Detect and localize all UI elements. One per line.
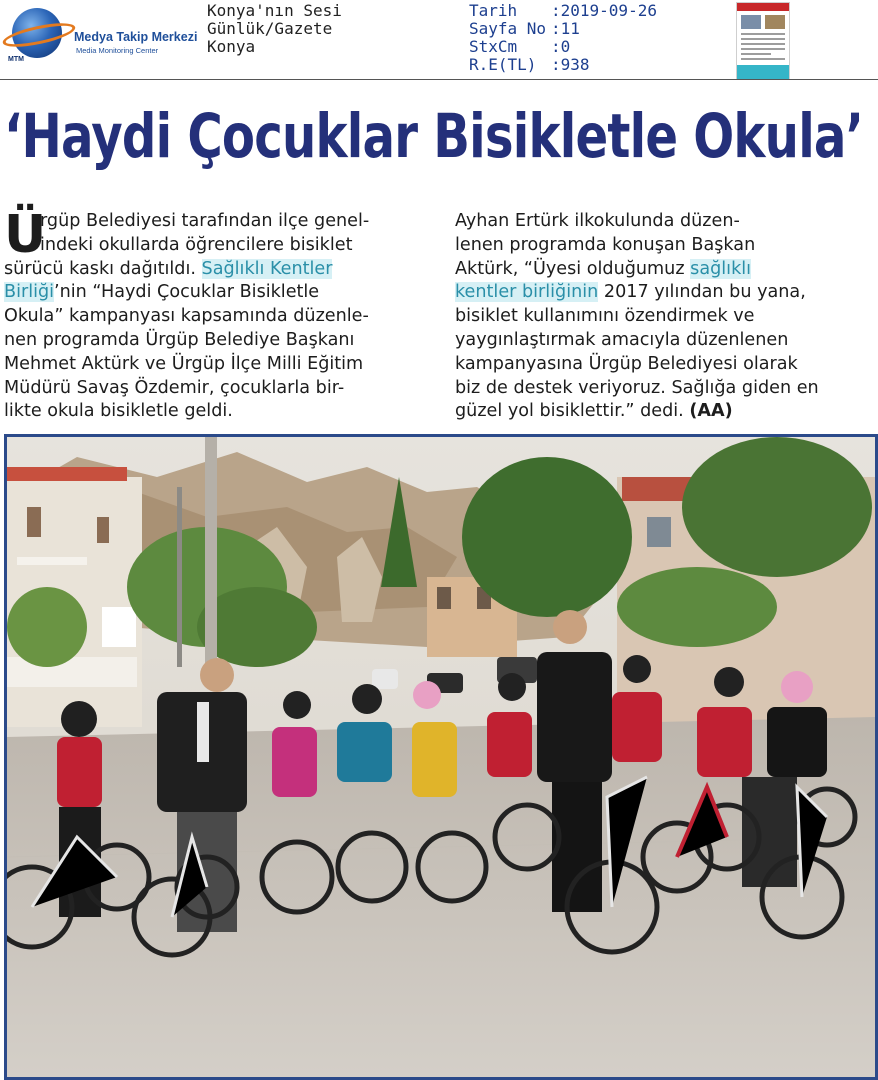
meta-page: Sayfa No :11 xyxy=(469,19,580,38)
page-thumbnail[interactable] xyxy=(736,2,790,80)
text-line: bisiklet kullanımını özendirmek ve xyxy=(455,306,755,327)
publication-type: Günlük/Gazete xyxy=(207,19,333,38)
meta-ad-value: R.E(TL) :938 xyxy=(469,55,590,74)
text-line: Aktürk, “Üyesi olduğumuz sağlıklı xyxy=(455,258,752,279)
text-line: Ayhan Ertürk ilkokulunda düzen- xyxy=(455,211,740,231)
publication-name: Konya'nın Sesi xyxy=(207,1,342,20)
highlighted-keyword: sağlıklı xyxy=(690,258,752,279)
text-line: nen programda Ürgüp Belediye Başkanı xyxy=(4,329,355,350)
mtm-logo xyxy=(2,4,207,64)
source-credit: (AA) xyxy=(689,401,733,422)
publication-city: Konya xyxy=(207,37,256,56)
highlighted-keyword: Sağlıklı Kentler xyxy=(201,258,333,279)
article-column-left xyxy=(4,205,434,424)
text-line: indeki okullarda öğrencilere bisiklet xyxy=(40,234,353,255)
photo-illustration xyxy=(7,437,875,1077)
text-line: rgüp Belediyesi tarafından ilçe genel- xyxy=(40,211,370,231)
clipping-header xyxy=(0,0,878,80)
article-column-right xyxy=(455,210,878,424)
highlighted-keyword: Birliği xyxy=(4,282,55,303)
text-line: Birliği’nin “Haydi Çocuklar Bisikletle xyxy=(4,282,320,303)
article-photo xyxy=(4,434,878,1080)
text-line: lenen programda konuşan Başkan xyxy=(455,234,756,255)
logo-name: Medya Takip Merkezi xyxy=(74,30,198,44)
text-line: likte okula bisikletle geldi. xyxy=(4,401,233,422)
meta-date: Tarih :2019-09-26 xyxy=(469,1,657,20)
text-line: güzel yol bisiklettir.” dedi. (AA) xyxy=(455,401,733,422)
meta-stxcm: StxCm :0 xyxy=(469,37,571,56)
text-line: sürücü kaskı dağıtıldı. Sağlıklı Kentler xyxy=(4,258,333,279)
clipping-metadata xyxy=(469,2,657,74)
text-line: kampanyasına Ürgüp Belediyesi olarak xyxy=(455,353,798,374)
publication-info xyxy=(207,2,342,56)
header-divider xyxy=(0,79,878,80)
drop-cap: Ü xyxy=(4,205,47,265)
text-line: Okula” kampanyası kapsamında düzenle- xyxy=(4,306,369,327)
text-line: Müdürü Savaş Özdemir, çocuklarla bir- xyxy=(4,377,345,398)
text-line: Mehmet Aktürk ve Ürgüp İlçe Milli Eğitim xyxy=(4,353,364,374)
logo-subtitle: Media Monitoring Center xyxy=(76,46,159,55)
text-line: biz de destek veriyoruz. Sağlığa giden en xyxy=(455,377,819,398)
text-line: kentler birliğinin 2017 yılından bu yana, xyxy=(455,282,806,303)
text-line: yaygınlaştırmak amacıyla düzenlenen xyxy=(455,329,789,350)
highlighted-keyword: kentler birliğinin xyxy=(455,282,599,303)
article-headline: ‘Haydi Çocuklar Bisikletle Okula’ xyxy=(4,101,864,172)
logo-abbr: MTM xyxy=(8,56,24,63)
